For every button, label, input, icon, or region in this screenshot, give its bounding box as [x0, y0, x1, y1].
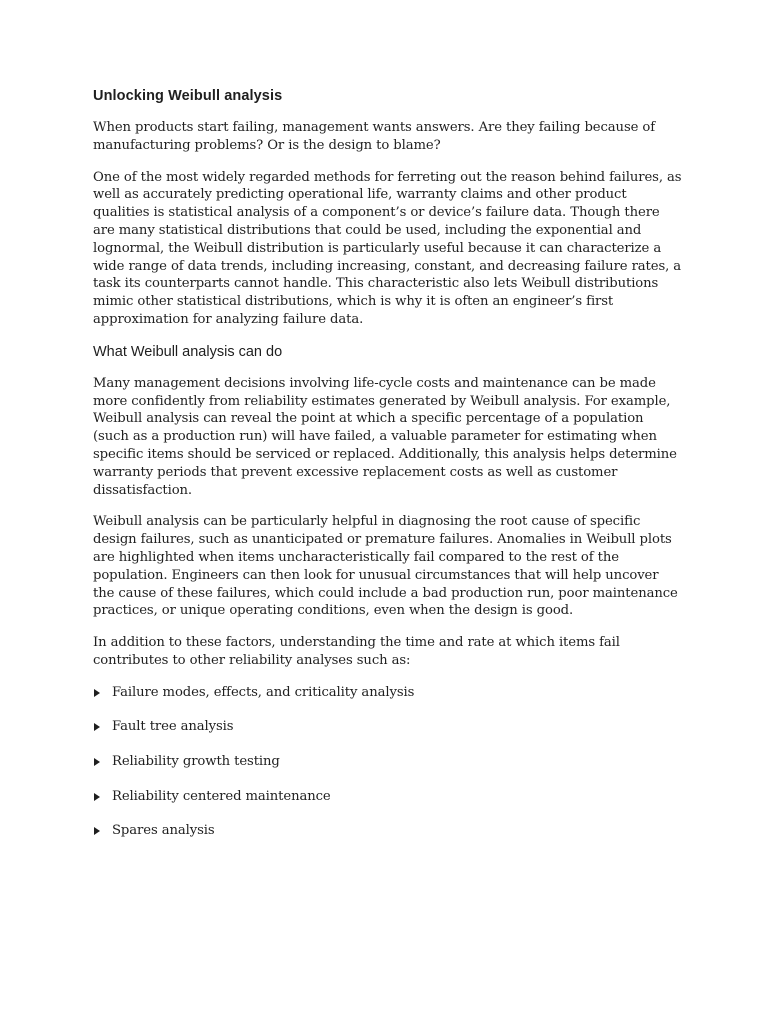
methods-paragraph: One of the most widely regarded methods for ferreting out the reason behind failures, as well as accurately predicting operational life, warranty claims and other product qualities is statistical analysis of a component’s or device’s failure data. Though there are many statistical distributions that could be used, including the exponential and lognormal, the Weibull distribution is particularly useful because it can characterize a wide range of data trends, including increasing, constant, and decreasing failure rates, a task its counterparts cannot handle. This characteristic also lets Weibull distributions mimic other statistical distributions, which is why it is often an engineer’s first approximation for analyzing failure data. — [93, 169, 682, 327]
list-item — [93, 718, 683, 736]
root-cause-paragraph: Weibull analysis can be particularly helpful in diagnosing the root cause of specific design failures, such as unanticipated or premature failures. Anomalies in Weibull plots are highlighted when items uncharacteristically fail compared to the rest of the population. Engineers can then look for unusual circumstances that will help uncover the cause of these failures, which could include a bad production run, poor maintenance practices, or unique operating conditions, even when the design is good. — [93, 514, 678, 619]
management-decisions-paragraph: Many management decisions involving life-cycle costs and maintenance can be made more confidently from reliability estimates generated by Weibull analysis. For example, Weibull analysis can reveal the point at which a specific percentage of a population (such as a production run) will have failed, a valuable parameter for estimating when specific items should be serviced or replaced. Additionally, this analysis helps determine warranty periods that prevent excessive replacement costs as well as customer dissatisfaction. — [93, 375, 677, 498]
intro-paragraph: When products start failing, management wants answers. Are they failing because of manufacturing problems? Or is the design to blame? — [93, 120, 656, 153]
list-item-text: Spares analysis — [112, 823, 215, 839]
triangle-right-icon — [94, 758, 100, 766]
triangle-right-icon — [94, 689, 100, 697]
triangle-right-icon — [94, 827, 100, 835]
list-item — [93, 788, 683, 806]
triangle-right-icon — [94, 793, 100, 801]
list-item-text: Reliability centered maintenance — [112, 788, 331, 804]
section-heading: What Weibull analysis can do — [93, 343, 283, 360]
list-item-text: Fault tree analysis — [112, 719, 234, 735]
list-item — [93, 822, 683, 840]
triangle-right-icon — [94, 723, 100, 731]
document-page — [93, 87, 683, 857]
document-title: Unlocking Weibull analysis — [93, 88, 283, 104]
list-item — [93, 753, 683, 771]
list-item-text: Reliability growth testing — [112, 753, 280, 769]
list-item-text: Failure modes, effects, and criticality analysis — [112, 684, 415, 700]
related-analyses-intro: In addition to these factors, understanding the time and rate at which items fail contributes to other reliability analyses such as: — [93, 635, 620, 668]
analyses-bullet-list — [93, 684, 683, 840]
list-item — [93, 684, 683, 702]
